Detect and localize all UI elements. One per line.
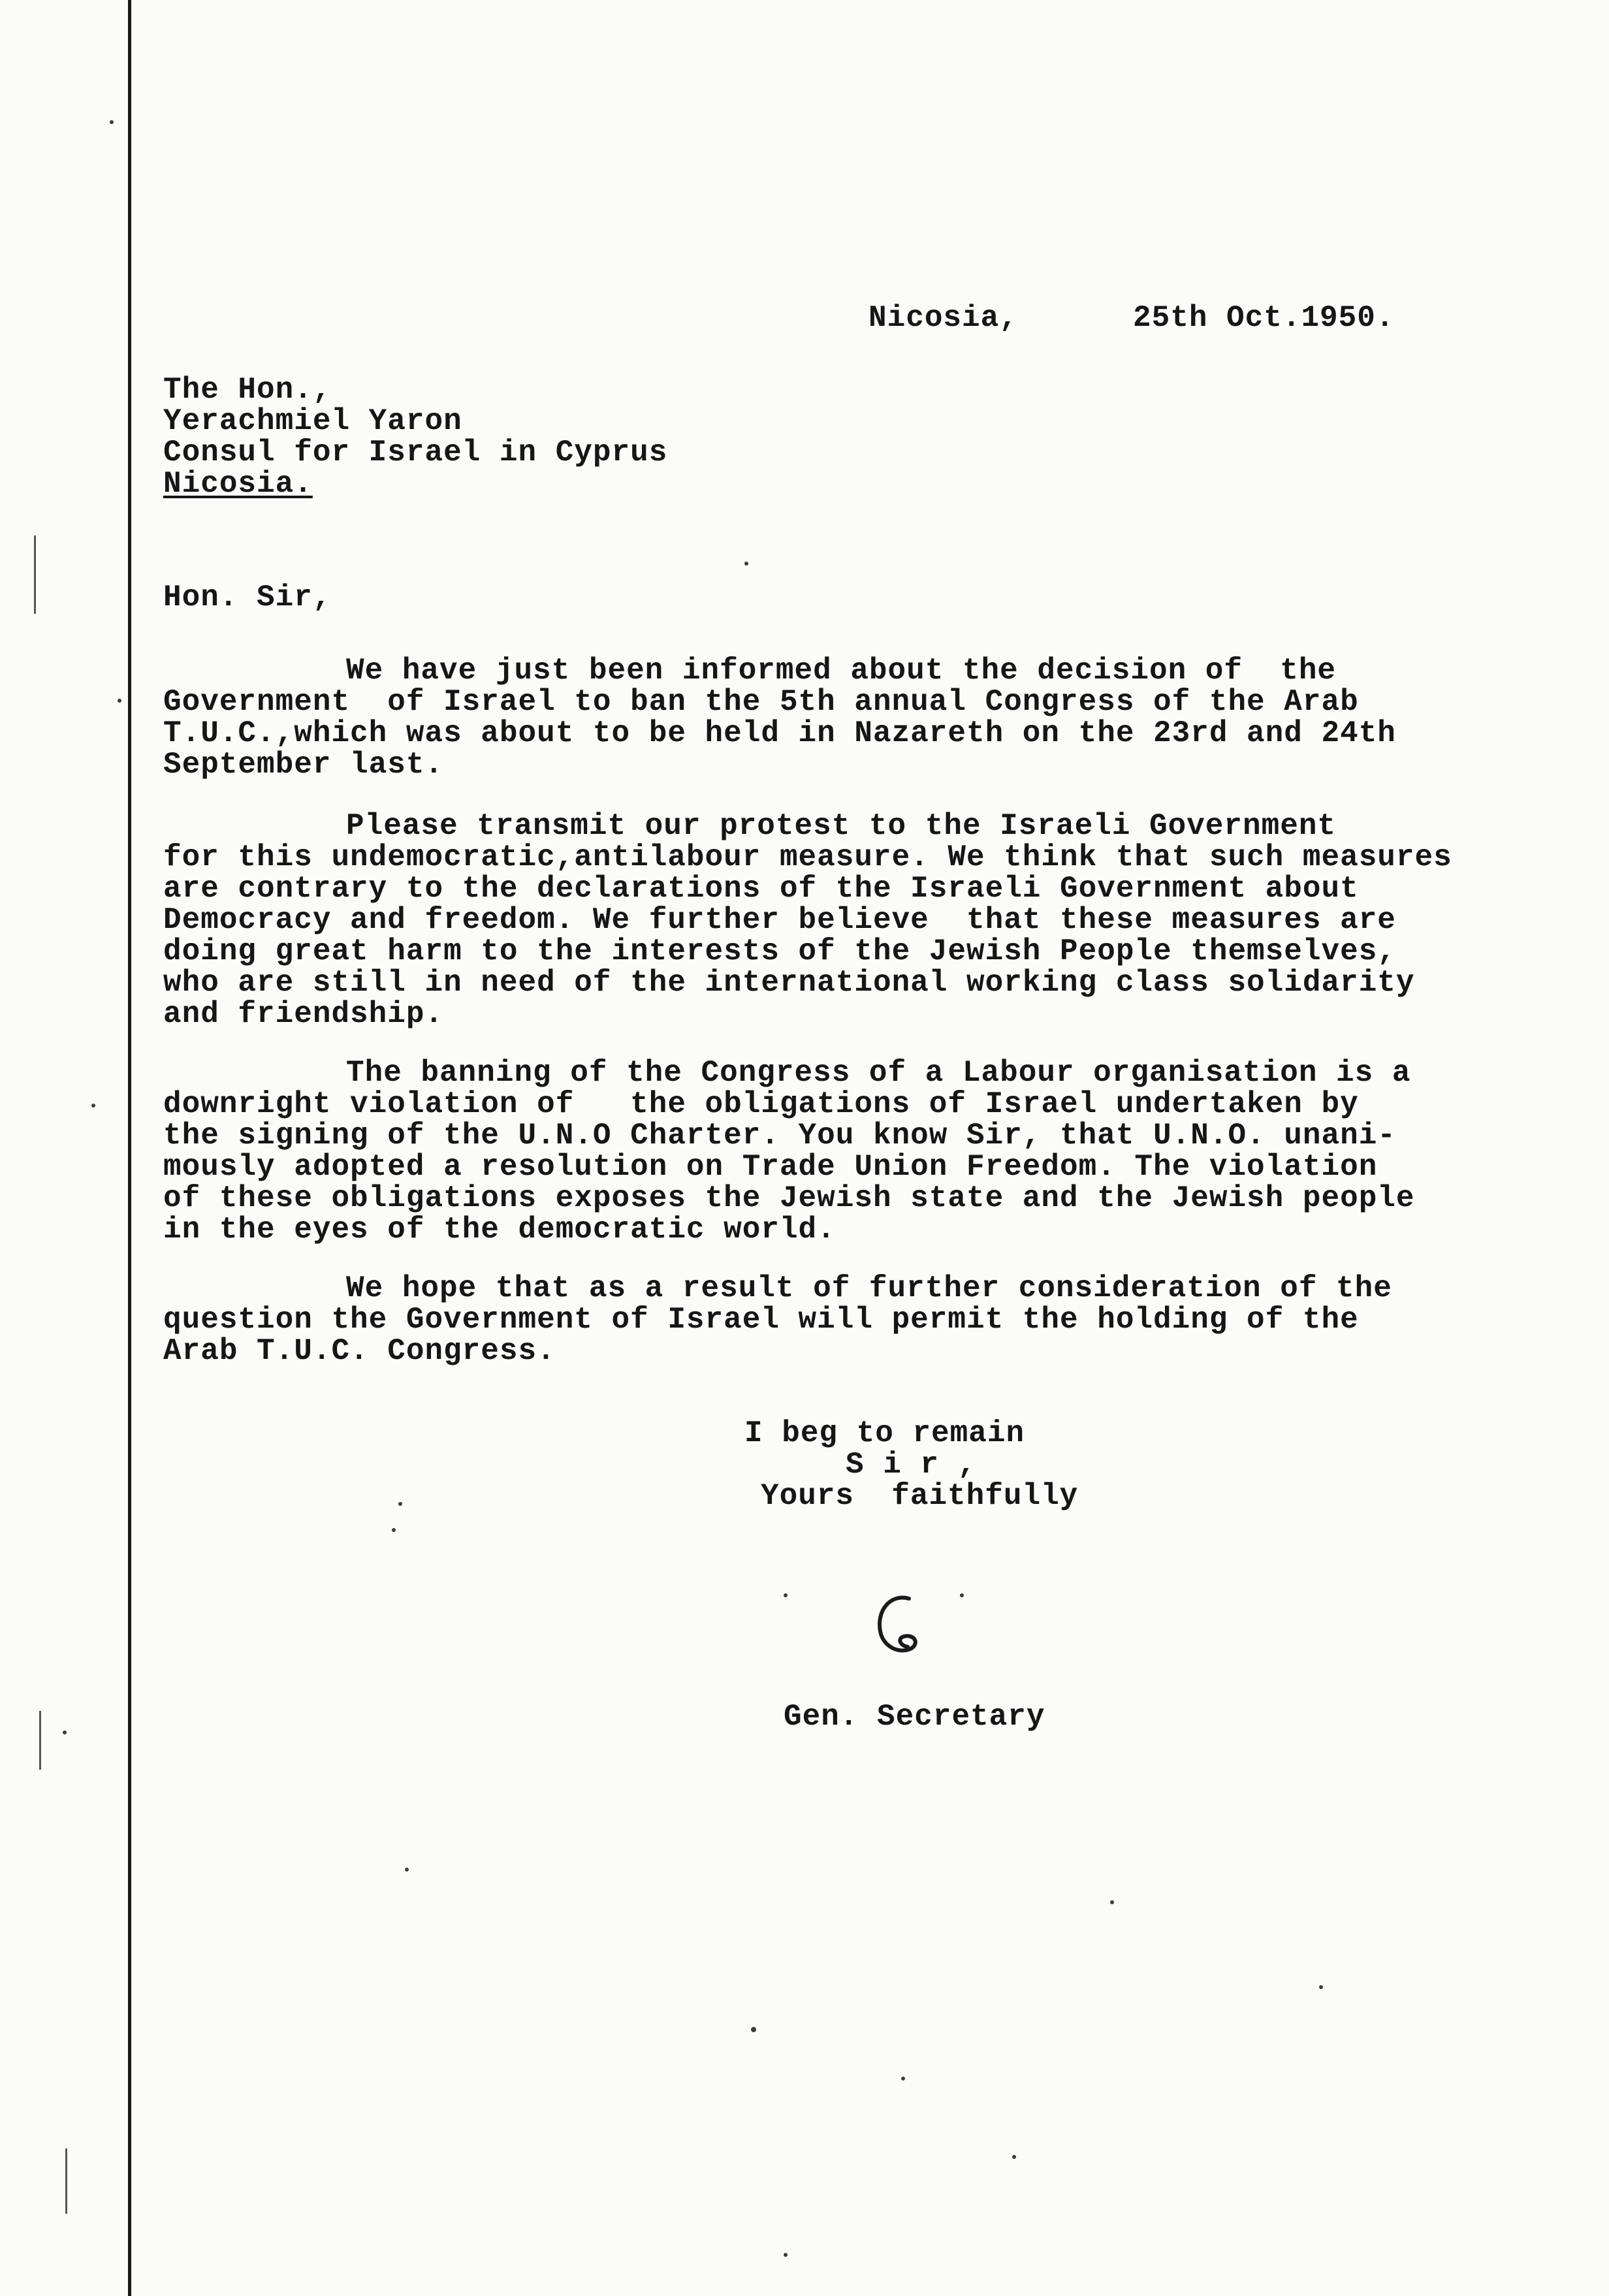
scan-speck: [1110, 1900, 1114, 1904]
closing-line: Yours faithfully: [761, 1479, 1079, 1513]
scan-speck: [960, 1593, 964, 1597]
scan-mark: [39, 1711, 41, 1770]
closing-line: S i r ,: [846, 1448, 977, 1482]
scan-speck: [405, 1868, 409, 1872]
closing-line: I beg to remain: [744, 1416, 1025, 1450]
addressee-line: Consul for Israel in Cyprus: [163, 436, 668, 470]
scan-speck: [110, 120, 114, 124]
signature-title: Gen. Secretary: [784, 1700, 1045, 1734]
addressee-line: The Hon.,: [163, 373, 332, 407]
scan-speck: [901, 2077, 905, 2081]
paragraph-line: mously adopted a resolution on Trade Union Freedom. The violation: [163, 1150, 1378, 1184]
paragraph-line: who are still in need of the international working class solidarity: [163, 966, 1415, 1000]
addressee-line: Nicosia.: [163, 467, 313, 501]
header-date: 25th Oct.1950.: [1133, 301, 1395, 335]
paragraph-line: doing great harm to the interests of the Jewish People themselves,: [163, 934, 1396, 968]
scan-speck: [1319, 1985, 1323, 1989]
paragraph-line: are contrary to the declarations of the Israeli Government about: [163, 872, 1359, 906]
paragraph-line: downright violation of the obligations of Israel undertaken by: [163, 1087, 1359, 1121]
scan-mark: [34, 535, 36, 614]
paragraph-line: the signing of the U.N.O Charter. You know Sir, that U.N.O. unani-: [163, 1119, 1396, 1153]
paragraph-line: for this undemocratic,antilabour measure. We think that such measures: [163, 840, 1452, 874]
paragraph-line: Please transmit our protest to the Israeli Government: [346, 809, 1337, 843]
scan-speck: [91, 1104, 95, 1108]
scan-speck: [63, 1730, 67, 1734]
paragraph-line: Arab T.U.C. Congress.: [163, 1334, 556, 1368]
scan-speck: [118, 699, 121, 703]
header-place: Nicosia,: [868, 301, 1018, 335]
paragraph-line: in the eyes of the democratic world.: [163, 1213, 836, 1247]
paragraph-line: T.U.C.,which was about to be held in Nazareth on the 23rd and 24th: [163, 716, 1396, 750]
paragraph-line: The banning of the Congress of a Labour organisation is a: [346, 1056, 1411, 1090]
addressee-line: Yerachmiel Yaron: [163, 404, 462, 438]
scan-speck: [784, 2253, 788, 2257]
scan-speck: [784, 1593, 788, 1597]
paragraph-line: and friendship.: [163, 997, 444, 1031]
salutation: Hon. Sir,: [163, 581, 332, 614]
scan-mark: [65, 2148, 67, 2214]
paragraph-line: question the Government of Israel will permit the holding of the: [163, 1303, 1359, 1337]
scan-speck: [398, 1502, 402, 1506]
paragraph-line: We hope that as a result of further consideration of the: [346, 1271, 1392, 1305]
paragraph-line: of these obligations exposes the Jewish state and the Jewish people: [163, 1181, 1415, 1215]
scan-speck: [744, 562, 748, 566]
left-margin-rule: [128, 0, 131, 2296]
scan-speck: [751, 2027, 756, 2032]
paragraph-line: Government of Israel to ban the 5th annual Congress of the Arab: [163, 685, 1359, 719]
paragraph-line: Democracy and freedom. We further believe that these measures are: [163, 903, 1396, 937]
handwritten-signature: [871, 1591, 930, 1663]
paragraph-line: We have just been informed about the decision of the: [346, 654, 1337, 688]
scan-speck: [392, 1528, 396, 1532]
scan-speck: [1012, 2155, 1016, 2159]
paragraph-line: September last.: [163, 748, 444, 782]
